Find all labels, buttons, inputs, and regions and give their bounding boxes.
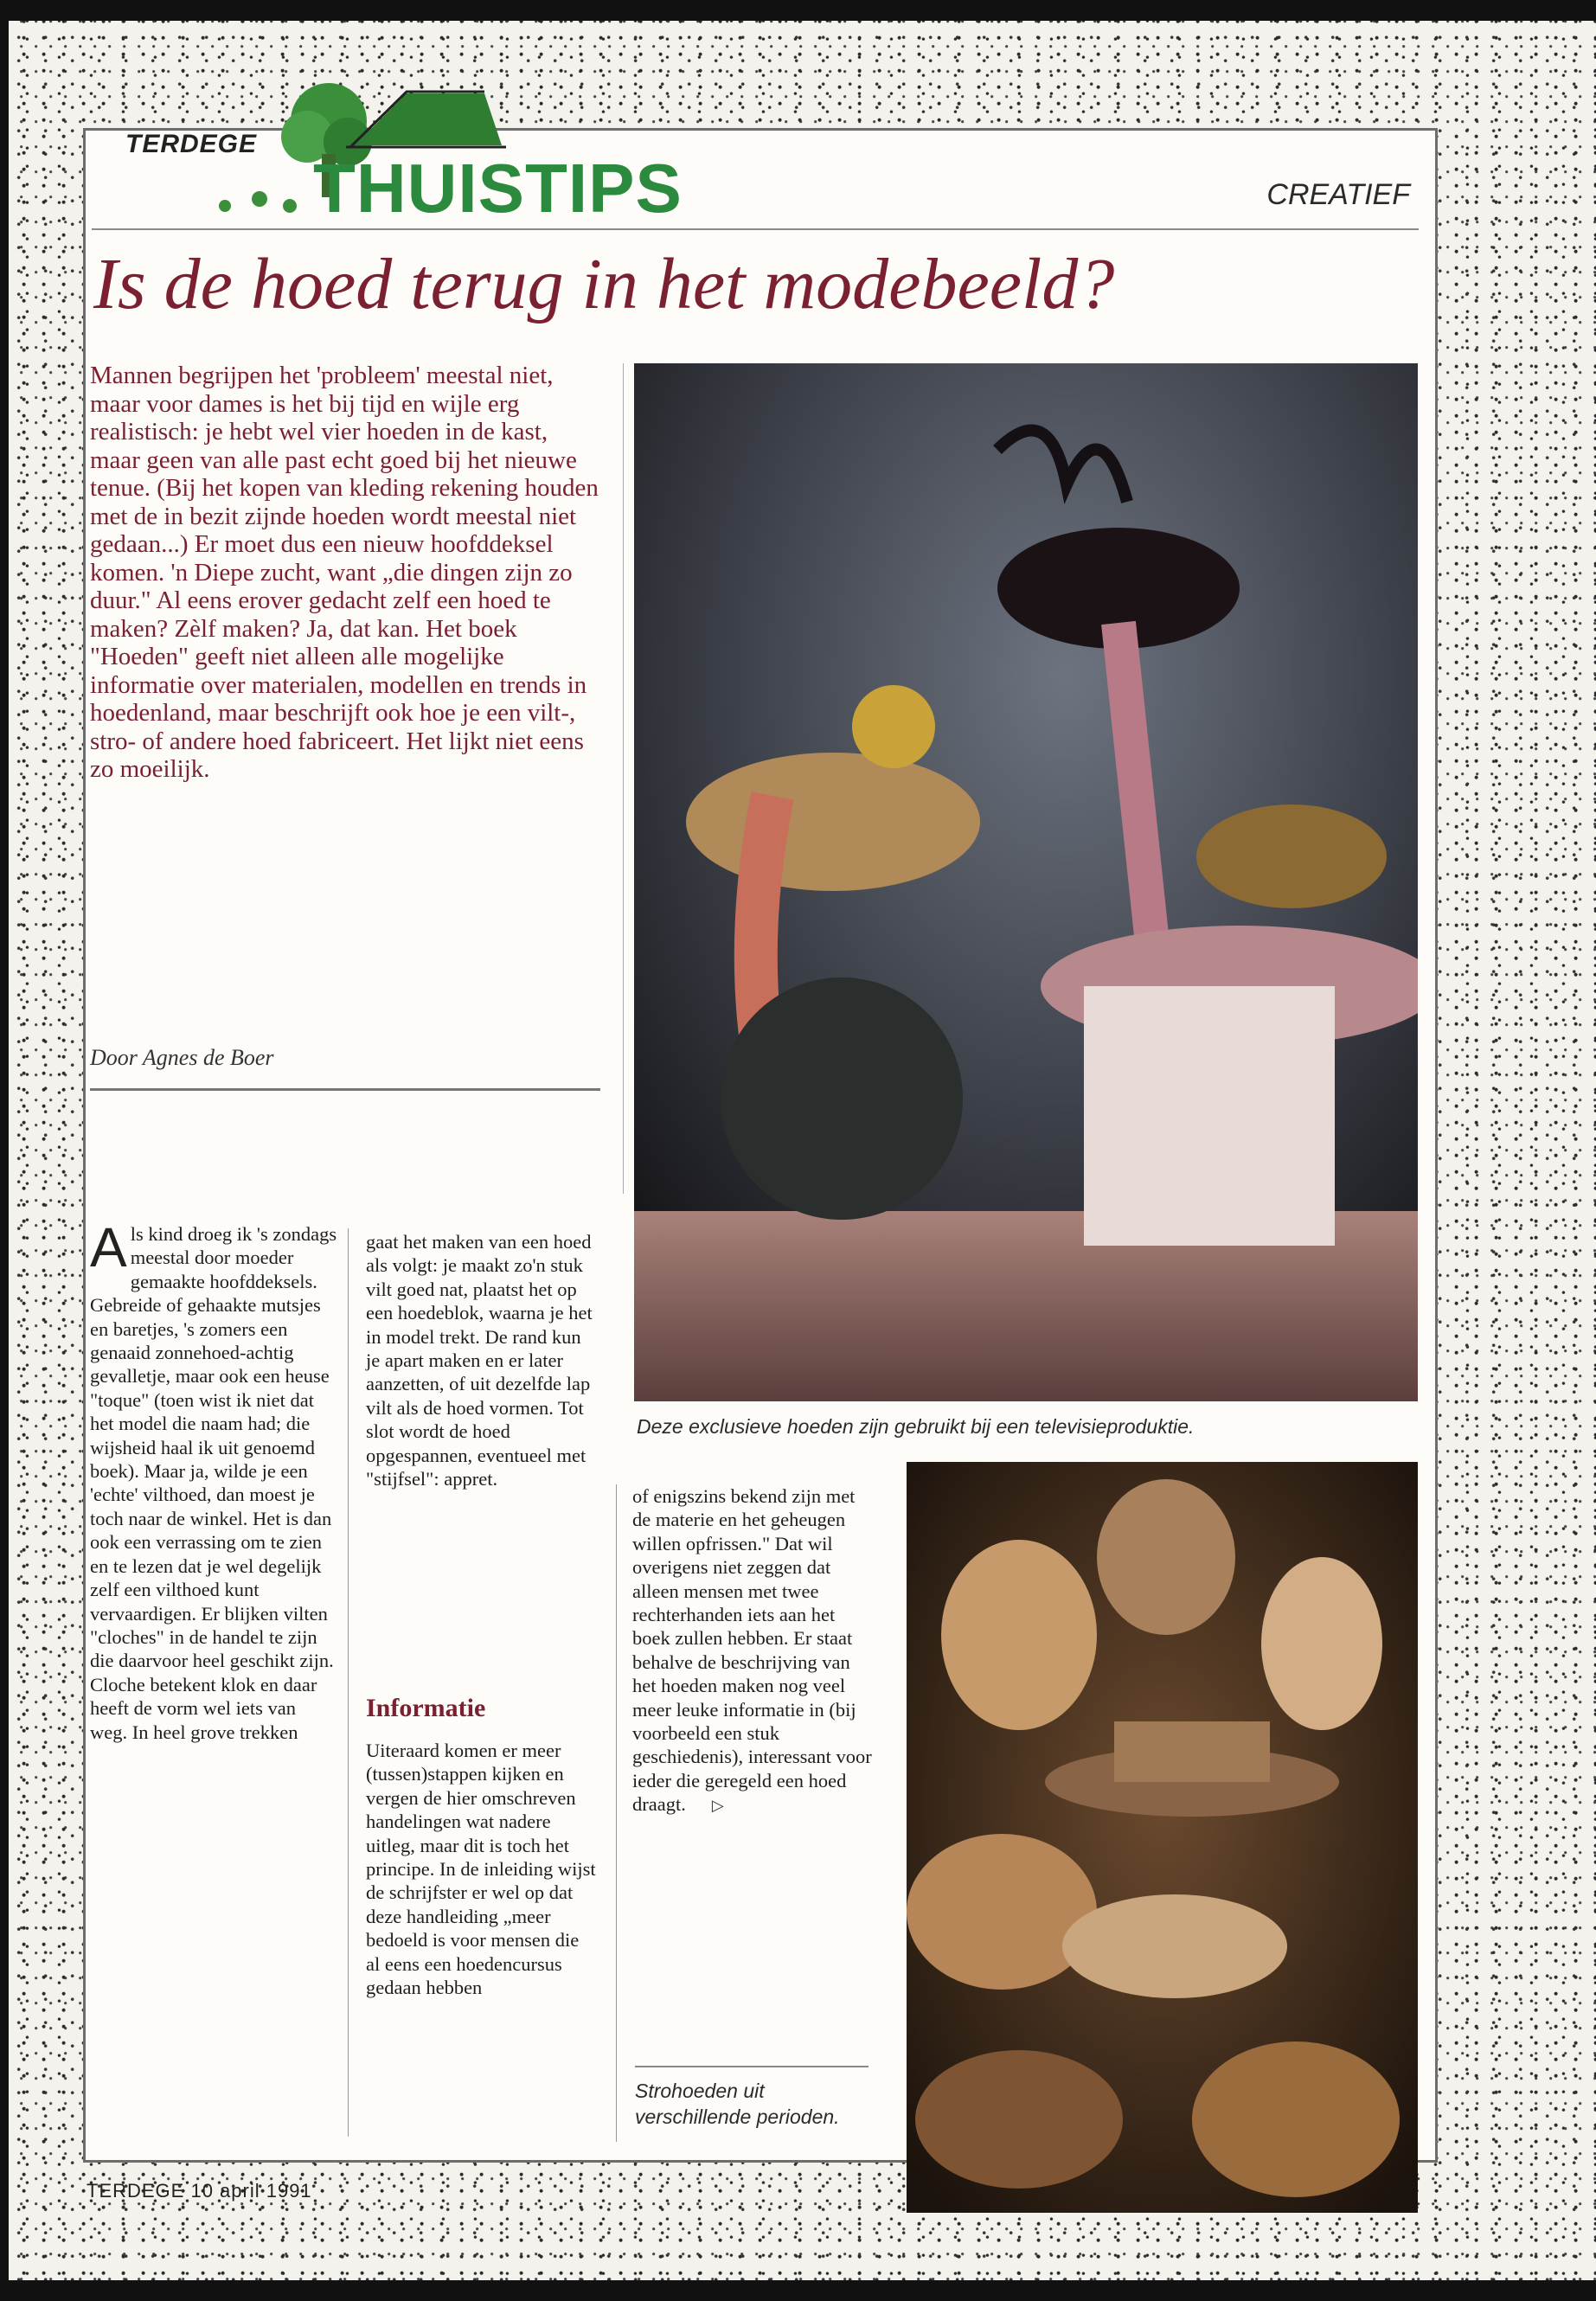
intro-rule	[90, 1088, 600, 1091]
hats-photo	[634, 363, 1418, 1401]
intro-paragraph: Mannen begrijpen het 'probleem' meestal niet, maar voor dames is het bij tijd en wijle erg realistisch: je hebt wel vier hoeden in de kast, maar geen van alle past echt goed bij het nieuwe tenue. (Bij het kopen van kleding rekening houden met de in bezit zijnde hoeden wordt meestal niet gedaan...) Er moet dus een nieuw hoofddeksel komen. 'n Diepe zucht, want „die dingen zijn zo duur." Al eens erover gedacht zelf een hoed te maken? Zèlf maken? Ja, dat kan. Het boek "Hoeden" geeft niet alleen alle mogelijke informatie over materialen, modellen en trends in hoedenland, maar beschrijft ook hoe je een vilt-, stro- of andere hoed fabriceert. Het lijkt niet eens zo moeilijk.	[90, 362, 599, 783]
body-column-2: gaat het maken van een hoed als volgt: je maakt zo'n stuk vilt goed nat, plaatst het op een hoedeblok, waarna je het in model trekt. De rand kun je apart maken en er later aanzetten, of uit dezelfde lap vilt als de hoed vormen. Tot slot wordt de hoed opgespannen, eventueel met "stijfsel": appret.	[366, 1231, 593, 1490]
column-divider	[623, 363, 624, 1194]
scan-edge-left	[0, 0, 9, 2301]
scan-edge-bottom	[0, 2280, 1596, 2301]
continue-arrow-icon: ▷	[711, 1797, 724, 1815]
section-title: THUISTIPS	[313, 150, 683, 227]
header-rule	[92, 228, 1419, 230]
caption-rule	[635, 2066, 869, 2067]
column-rule	[348, 1228, 349, 2137]
brand-name: TERDEGE	[125, 130, 258, 158]
category-label: CREATIEF	[1266, 178, 1410, 211]
subheading-informatie: Informatie	[366, 1694, 486, 1722]
column-rule	[616, 1484, 617, 2142]
page-footer: TERDEGE 10 april 1991	[87, 2180, 312, 2202]
body-column-3	[632, 1484, 875, 1818]
photo-caption-1: Deze exclusieve hoeden zijn gebruikt bij een televisieproduktie.	[637, 1415, 1195, 1438]
photo-caption-2: Strohoeden uit verschillende perioden.	[635, 2080, 840, 2128]
straw-hats-photo	[907, 1462, 1418, 2213]
body-column-3-text: of enigszins bekend zijn met de materie en het geheugen willen opfrissen." Dat wil overigens niet zeggen dat alleen mensen met twee rechterhanden iets aan het boek zullen hebben. Er staat behalve de beschrijving van het hoeden maken nog veel meer leuke informatie in (bij voorbeeld een stuk geschiedenis), interessant voor ieder die geregeld een hoed draagt.	[632, 1485, 872, 1816]
body-column-1	[90, 1216, 337, 1744]
scan-edge-top	[0, 0, 1596, 21]
drop-cap: A	[90, 1216, 127, 1279]
body-column-1-text: ls kind droeg ik 's zondags meestal door moeder gemaakte hoofddeksels. Gebreide of gehaakte mutsjes en baretjes, 's zomers een genaaid zonnehoed-achtig gevalletje, maar ook een heuse "toque" (toen wist ik niet dat het model die naam had; die wijsheid haal ik uit genoemd boek). Maar ja, wilde je een 'echte' vilthoed, dan moest je toch naar de winkel. Het is dan ook een verrassing om te zien en te lezen dat je wel degelijk zelf een vilthoed kunt vervaardigen. Er blijken vilten "cloches" in de handel te zijn die daarvoor heel geschikt zijn. Cloche betekent klok en daar heeft de vorm wel iets van weg. In heel grove trekken	[90, 1223, 337, 1743]
byline: Door Agnes de Boer	[90, 1045, 274, 1070]
body-column-2b: Uiteraard komen er meer (tussen)stappen kijken en vergen de hier omschreven handelingen wat nadere uitleg, maar dit is toch het principe. In de inleiding wijst de schrijfster er wel op dat deze handleiding „meer bedoeld is voor mensen die al eens een hoedencursus gedaan hebben	[366, 1740, 596, 1999]
article-title: Is de hoed terug in het modebeeld?	[93, 244, 1115, 324]
